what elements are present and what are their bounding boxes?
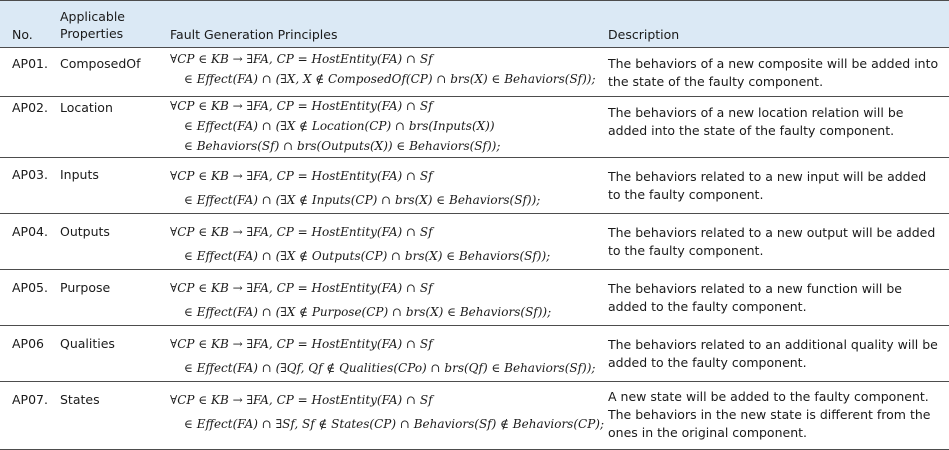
row-description: A new state will be added to the faulty component. The behaviors in the new state is different from the ones in the original component. <box>608 389 931 440</box>
table-row <box>0 270 949 326</box>
formula-line: ∈ Effect(FA) ∩ (∃X ∉ Purpose(CP) ∩ brs(X) ∈ Behaviors(Sf)); <box>184 305 552 319</box>
formula-line: ∀CP ∈ KB → ∃FA, CP = HostEntity(FA) ∩ Sf <box>170 281 433 295</box>
row-description: The behaviors related to a new output will be added to the faulty component. <box>608 225 936 258</box>
row-formula <box>170 50 602 88</box>
row-description: The behaviors of a new composite will be added into the state of the faulty component. <box>608 56 939 89</box>
table-header <box>0 0 949 48</box>
row-no: AP04. <box>12 224 48 239</box>
row-property: Inputs <box>60 167 99 182</box>
formula-line: ∈ Effect(FA) ∩ (∃X ∉ Outputs(CP) ∩ brs(X) ∈ Behaviors(Sf)); <box>184 249 551 263</box>
row-formula <box>170 167 602 209</box>
row-property: Location <box>60 100 113 115</box>
table-row <box>0 48 949 97</box>
row-property: Qualities <box>60 336 115 351</box>
formula-line: ∀CP ∈ KB → ∃FA, CP = HostEntity(FA) ∩ Sf <box>170 169 433 183</box>
header-description: Description <box>608 27 680 42</box>
table-row <box>0 326 949 382</box>
row-no: AP03. <box>12 167 48 182</box>
formula-line: ∈ Behaviors(Sf) ∩ brs(Outputs(X)) ∈ Behaviors(Sf)); <box>184 139 501 153</box>
row-description: The behaviors related to a new input will be added to the faulty component. <box>608 169 927 202</box>
table-row <box>0 214 949 270</box>
formula-line: ∀CP ∈ KB → ∃FA, CP = HostEntity(FA) ∩ Sf <box>170 393 433 407</box>
table-row <box>0 382 949 450</box>
row-description: The behaviors related to an additional quality will be added to the faulty component. <box>608 337 938 370</box>
row-property: Purpose <box>60 280 111 295</box>
row-description: The behaviors of a new location relation will be added into the state of the faulty component. <box>608 105 904 138</box>
row-formula <box>170 279 602 321</box>
table-row <box>0 158 949 214</box>
row-description: The behaviors related to a new function will be added to the faulty component. <box>608 281 903 314</box>
formula-line: ∈ Effect(FA) ∩ (∃X ∉ Location(CP) ∩ brs(Inputs(X)) <box>184 119 495 133</box>
formula-line: ∈ Effect(FA) ∩ ∃Sf, Sf ∉ States(CP) ∩ Behaviors(Sf) ∉ Behaviors(CP); <box>184 417 605 431</box>
row-property: Outputs <box>60 224 110 239</box>
header-properties-line1: Applicable <box>60 9 125 24</box>
formula-line: ∈ Effect(FA) ∩ (∃Qf, Qf ∉ Qualities(CPo) ∩ brs(Qf) ∈ Behaviors(Sf)); <box>184 361 596 375</box>
row-property: ComposedOf <box>60 56 141 71</box>
row-no: AP06 <box>12 336 44 351</box>
row-formula <box>170 97 602 155</box>
row-no: AP02. <box>12 100 48 115</box>
formula-line: ∀CP ∈ KB → ∃FA, CP = HostEntity(FA) ∩ Sf <box>170 337 433 351</box>
row-formula <box>170 223 602 265</box>
table-row <box>0 97 949 158</box>
formula-line: ∈ Effect(FA) ∩ (∃X ∉ Inputs(CP) ∩ brs(X) ∈ Behaviors(Sf)); <box>184 193 541 207</box>
row-no: AP01. <box>12 56 48 71</box>
row-no: AP07. <box>12 392 48 407</box>
formula-line: ∀CP ∈ KB → ∃FA, CP = HostEntity(FA) ∩ Sf <box>170 225 433 239</box>
formula-line: ∀CP ∈ KB → ∃FA, CP = HostEntity(FA) ∩ Sf <box>170 52 433 66</box>
row-property: States <box>60 392 100 407</box>
header-principles: Fault Generation Principles <box>170 27 338 42</box>
row-formula <box>170 391 605 433</box>
formula-line: ∈ Effect(FA) ∩ (∃X, X ∉ ComposedOf(CP) ∩ brs(X) ∈ Behaviors(Sf)); <box>184 72 596 86</box>
header-no: No. <box>12 27 33 42</box>
formula-line: ∀CP ∈ KB → ∃FA, CP = HostEntity(FA) ∩ Sf <box>170 99 433 113</box>
row-formula <box>170 335 602 377</box>
header-properties-line2: Properties <box>60 26 124 41</box>
row-no: AP05. <box>12 280 48 295</box>
